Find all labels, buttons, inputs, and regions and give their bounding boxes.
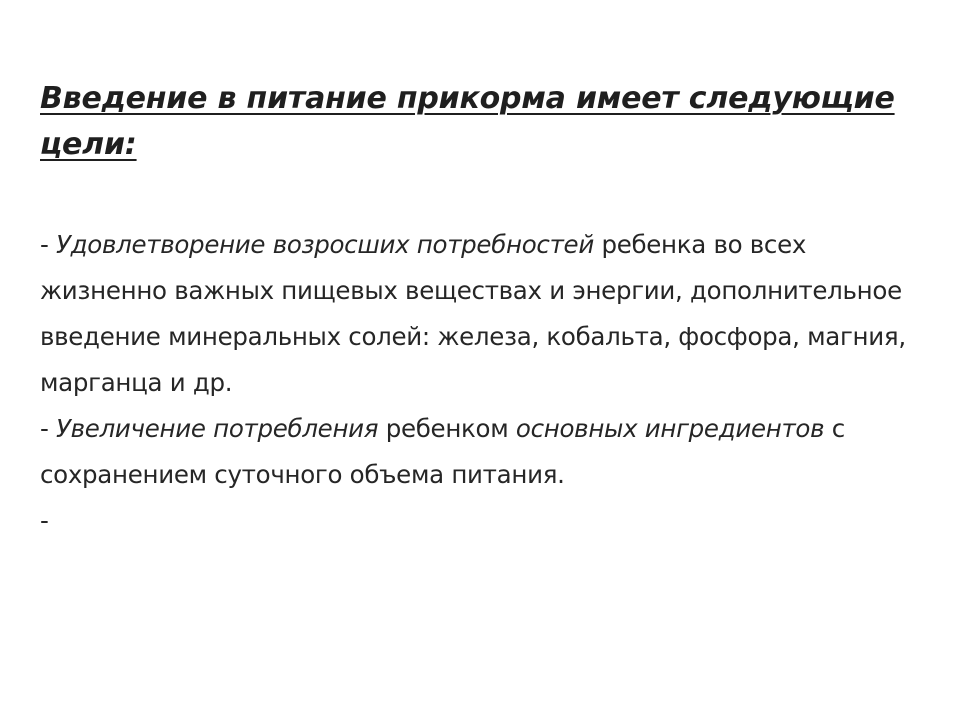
item-text: с сохранением суточного объема питания. — [40, 414, 845, 489]
emphasis-text: Удовлетворение возросших потребностей — [56, 230, 594, 259]
bullet-item-consumption — [40, 406, 920, 498]
bullet-item-empty — [40, 498, 920, 544]
emphasis-text: Увеличение потребления — [56, 414, 379, 443]
bullet-dash: - — [40, 230, 57, 259]
item-text: ребенком — [378, 414, 516, 443]
emphasis-text: основных ингредиентов — [515, 414, 825, 443]
slide-title: Введение в питание прикорма имеет следующие цели: — [40, 81, 895, 162]
slide-body — [40, 222, 920, 544]
bullet-dash: - — [40, 506, 49, 535]
bullet-item-needs — [40, 222, 920, 406]
bullet-dash: - — [40, 414, 57, 443]
item-text: ребенка во всех жизненно важных пищевых веществах и энергии, дополнительное введение минеральных солей: железа, кобальта, фосфора, магния, марганца и др. — [40, 230, 906, 397]
